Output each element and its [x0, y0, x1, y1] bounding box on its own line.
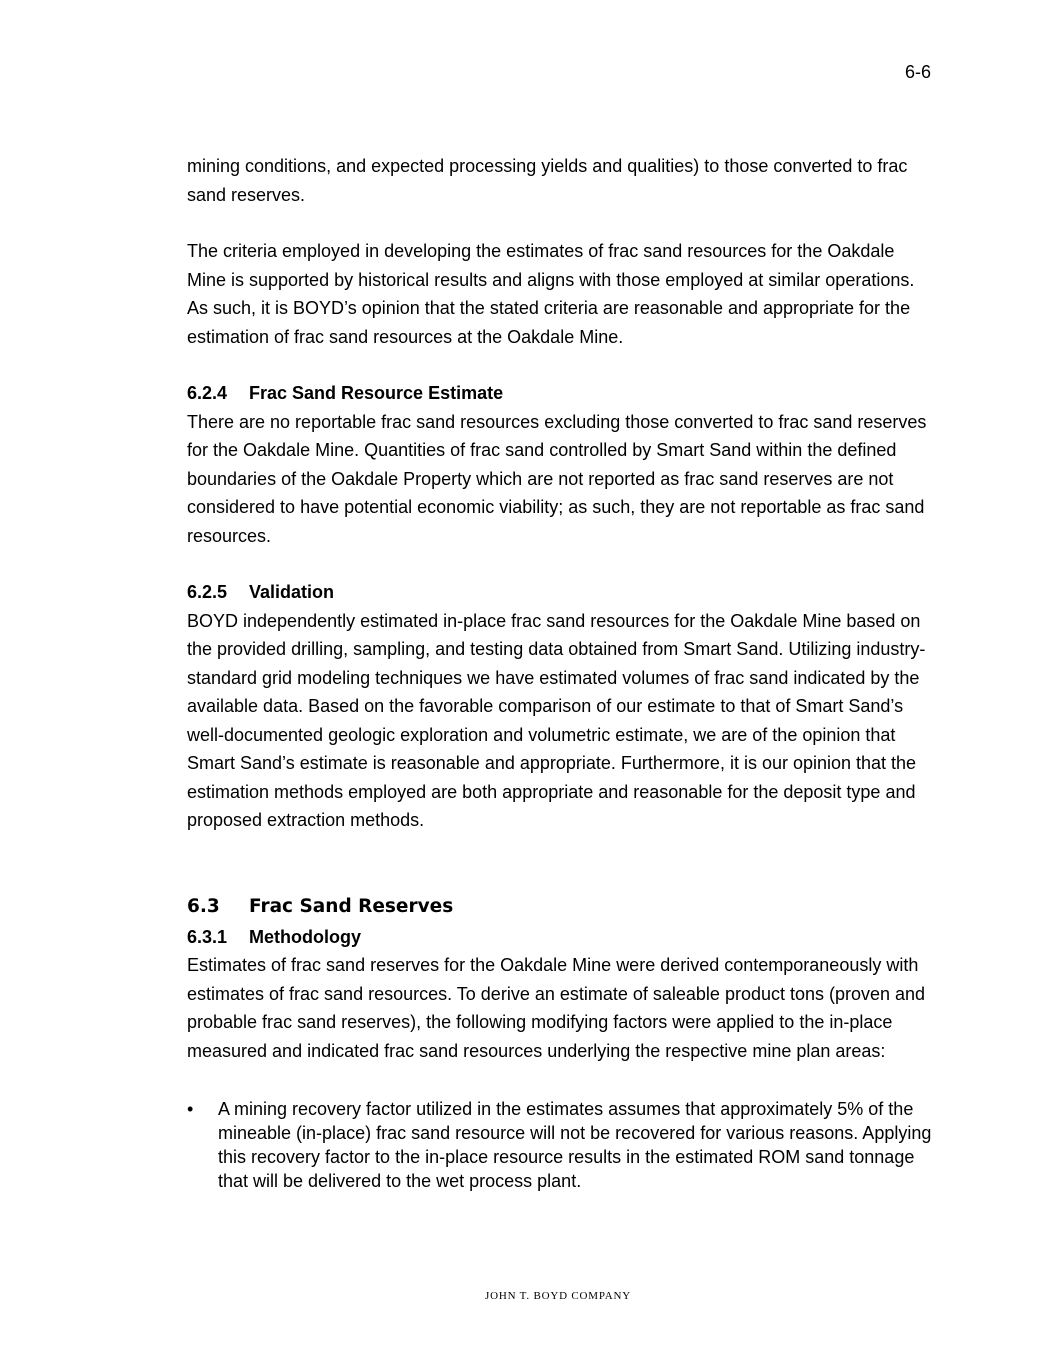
heading-6-2-5 [187, 578, 937, 607]
heading-title: Methodology [249, 926, 361, 947]
page-number: 6-6 [904, 62, 931, 82]
list-item [187, 1097, 937, 1193]
heading-title: Validation [249, 582, 335, 602]
footer-company-name: JOHN T. BOYD COMPANY [485, 1290, 631, 1302]
heading-title: Frac Sand Reserves [249, 895, 454, 917]
heading-6-3-1 [187, 923, 937, 952]
heading-number: 6.2.5 [187, 582, 228, 602]
paragraph-resource-estimate: There are no reportable frac sand resources excluding those converted to frac sand reserves for the Oakdale Mine. Quantities of frac sand controlled by Smart Sand within the defined boundaries of the Oakdale Property which are not reported as frac sand reserves are not considered to have potential economic viability; as such, they are not reportable as frac sand resources. [187, 411, 927, 546]
paragraph-methodology: Estimates of frac sand reserves for the Oakdale Mine were derived contemporaneously with estimates of frac sand resources. To derive an estimate of saleable product tons (proven and probable frac sand reserves), the following modifying factors were applied to the in-place measured and indicated frac sand resources underlying the respective mine plan areas: [187, 955, 926, 1061]
bullet-list [187, 1097, 937, 1193]
paragraph-criteria: The criteria employed in developing the estimates of frac sand resources for the Oakdale Mine is supported by historical results and aligns with those employed at similar operations. As such, it is BOYD’s opinion that the stated criteria are reasonable and appropriate for the estimation of frac sand resources at the Oakdale Mine. [187, 241, 915, 347]
heading-6-2-4 [187, 379, 937, 408]
heading-6-3 [187, 893, 937, 921]
paragraph-continuation: mining conditions, and expected processing yields and qualities) to those converted to frac sand reserves. [187, 156, 908, 205]
paragraph-validation: BOYD independently estimated in-place frac sand resources for the Oakdale Mine based on the provided drilling, sampling, and testing data obtained from Smart Sand. Utilizing industry-standard grid modeling techniques we have estimated volumes of frac sand indicated by the available data. Based on the favorable comparison of our estimate to that of Smart Sand’s well-documented geologic exploration and volumetric estimate, we are of the opinion that Smart Sand’s estimate is reasonable and appropriate. Furthermore, it is our opinion that the estimation methods employed are both appropriate and reasonable for the deposit type and proposed extraction methods. [187, 610, 926, 830]
document-body [187, 152, 937, 1193]
list-item-text: A mining recovery factor utilized in the estimates assumes that approximately 5% of the mineable (in-place) frac sand resource will not be recovered for various reasons. Applying this recovery factor to the in-place resource results in the estimated ROM sand tonnage that will be delivered to the wet process plant. [218, 1099, 932, 1191]
bullet-icon: • [187, 1099, 194, 1119]
heading-number: 6.2.4 [187, 383, 228, 403]
heading-title: Frac Sand Resource Estimate [249, 383, 504, 403]
heading-number: 6.3.1 [187, 926, 228, 947]
heading-number: 6.3 [187, 895, 220, 917]
